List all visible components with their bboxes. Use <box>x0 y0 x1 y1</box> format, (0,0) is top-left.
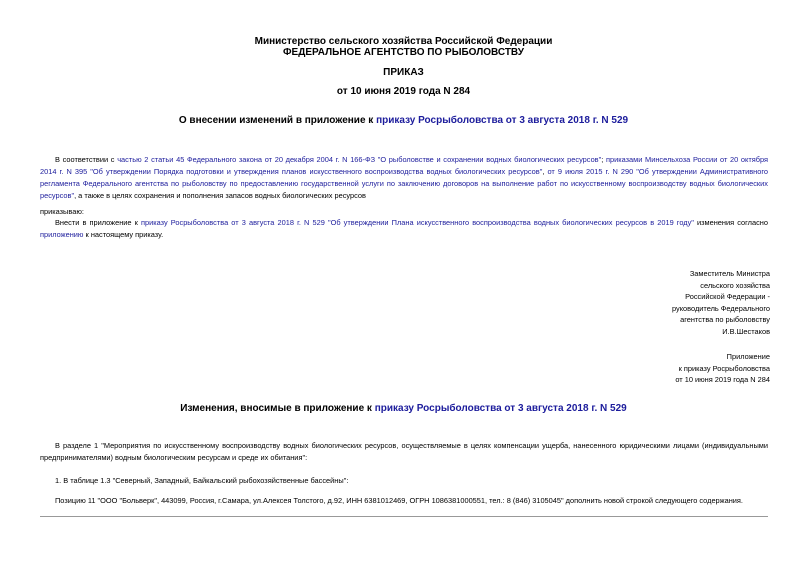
law-link[interactable]: частью 2 статьи 45 Федерального закона от 20 декабря 2004 г. N 166-ФЗ "О рыболовстве и сохранении водных биологических ресурсов" <box>117 155 602 164</box>
directive-paragraph <box>40 217 768 241</box>
doc-type-heading: ПРИКАЗ <box>383 67 424 78</box>
position-text: Позицию 11 "ООО "Больверк", 443099, Россия, г.Самара, ул.Алексея Толстого, д.92, ИНН 6381012469, ОГРН 1086381000551, тел.: 8 (846) 3105045" дополнить новой строкой следующего содержания. <box>55 496 743 505</box>
appendix-ref-line: Приложение <box>726 352 770 361</box>
order-title <box>0 115 807 126</box>
preamble-text-1: В соответствии с <box>55 155 118 164</box>
order-word: приказываю: <box>40 207 84 216</box>
signature-line: руководитель Федерального <box>672 303 770 313</box>
appendix-reference <box>610 351 770 386</box>
directive-text-2: изменения согласно <box>693 218 768 227</box>
changes-title <box>0 403 807 414</box>
appendix-link[interactable]: приложению <box>40 230 84 239</box>
signature-line: сельского хозяйства <box>700 280 770 290</box>
ministry-heading: Министерство сельского хозяйства Российской Федерации <box>254 36 553 47</box>
preamble-text-4: , а также в целях сохранения и пополнения запасов водных биологических ресурсов <box>74 191 366 200</box>
signature-block <box>610 268 770 337</box>
preamble-text-3: , <box>542 167 548 176</box>
order-529-link[interactable]: приказу Росрыболовства от 3 августа 2018 г. N 529 "Об утверждении Плана искусственного воспроизводства водных биологических ресурсов в 2019 году" <box>141 218 694 227</box>
position-paragraph <box>40 495 768 507</box>
order-title-link[interactable]: приказу Росрыболовства от 3 августа 2018 г. N 529 <box>376 115 629 126</box>
changes-title-link[interactable]: приказу Росрыболовства от 3 августа 2018 г. N 529 <box>374 403 627 414</box>
directive-text-3: к настоящему приказу. <box>83 230 164 239</box>
signature-line: Российской Федерации - <box>685 292 770 301</box>
section-paragraph <box>40 440 768 464</box>
minselkhoz-order-link[interactable]: приказами Минсельхоза России от 20 октября 2014 г. N 395 "Об утверждении Порядка подготовки и утверждения планов искусственного воспроизводства водных биологических ресурсов" <box>40 155 769 176</box>
appendix-ref-line: к приказу Росрыболовства <box>678 363 770 373</box>
changes-title-text: Изменения, вносимые в приложение к <box>180 403 375 414</box>
directive-text-1: Внести в приложение к <box>55 218 141 227</box>
preamble-paragraph <box>40 154 768 202</box>
signature-name: И.В.Шестаков <box>722 326 770 336</box>
section-text: В разделе 1 "Мероприятия по искусственному воспроизводству водных биологических ресурсов, осуществляемые в целях компенсации ущерба, нанесенного юридическими лицами (индивидуальными предпринимателями) водным биологическим ресурсам и среде их обитания": <box>40 441 768 462</box>
signature-line: агентства по рыболовству <box>680 315 770 324</box>
bottom-divider <box>40 516 768 517</box>
order-date-number: от 10 июня 2019 года N 284 <box>336 86 471 97</box>
table-text: 1. В таблице 1.3 "Северный, Западный, Байкальский рыбохозяйственные бассейны": <box>55 476 349 485</box>
order-title-text: О внесении изменений в приложение к <box>178 115 377 126</box>
preamble-text-2: ; <box>601 155 606 164</box>
appendix-ref-line: от 10 июня 2019 года N 284 <box>675 375 770 384</box>
agency-heading: ФЕДЕРАЛЬНОЕ АГЕНТСТВО ПО РЫБОЛОВСТВУ <box>283 47 524 58</box>
signature-line: Заместитель Министра <box>689 269 770 278</box>
table-paragraph <box>40 475 768 487</box>
regulation-link[interactable]: от 9 июля 2015 г. N 290 "Об утверждении Административного регламента Федерального агентства по рыболовству по предоставлению государственной услуги по заключению договоров на выполнение работ по искусственному воспроизводству водных биологических ресурсов" <box>40 167 768 200</box>
